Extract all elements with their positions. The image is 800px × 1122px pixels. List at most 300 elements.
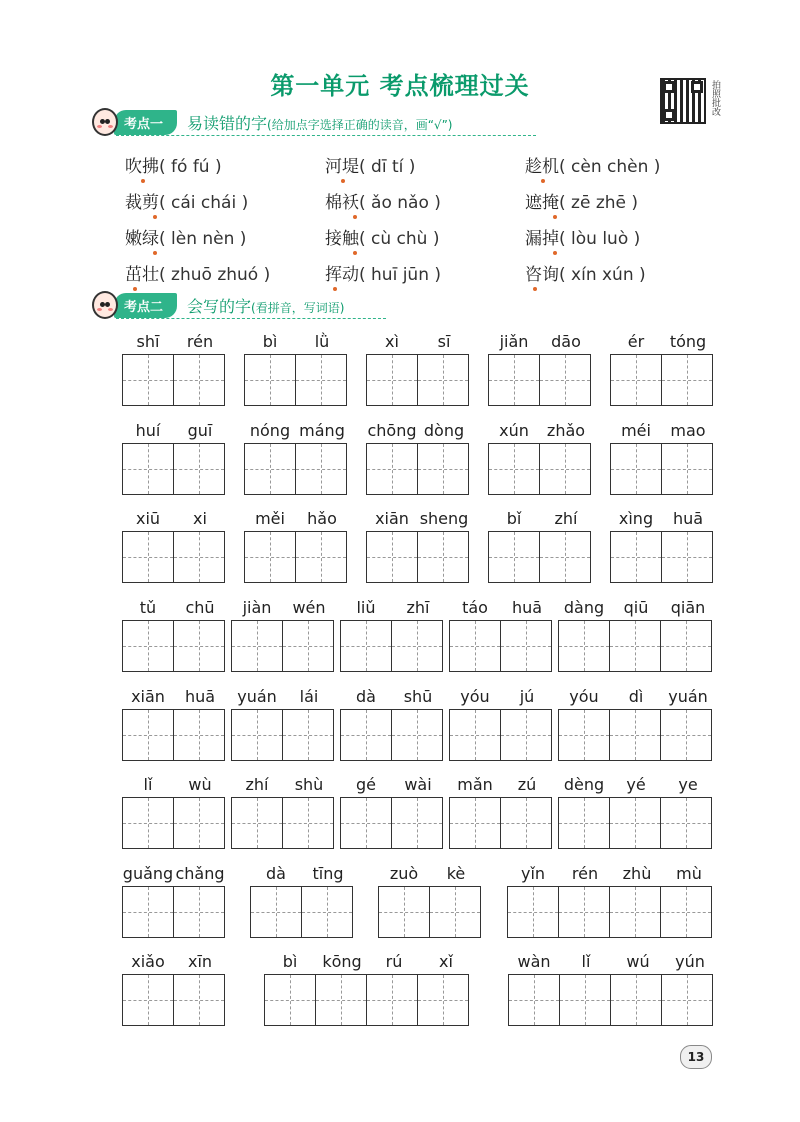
character-box[interactable]	[367, 532, 418, 582]
character-box[interactable]	[174, 532, 224, 582]
choice-options[interactable]: ( cèn chèn )	[559, 156, 661, 177]
section2-tag: 考点二	[114, 293, 177, 318]
pinyin-syllable: tóng	[669, 332, 707, 351]
pinyin-line	[449, 598, 553, 618]
character-box[interactable]	[174, 355, 224, 405]
pinyin-line	[122, 598, 226, 618]
pinyin-syllable: kōng	[322, 952, 362, 971]
character-box[interactable]	[610, 621, 661, 671]
character-box[interactable]	[559, 621, 610, 671]
character-box[interactable]	[296, 355, 346, 405]
choice-word: 挥动	[325, 264, 359, 285]
writing-boxes	[507, 886, 712, 938]
pinyin-syllable: dà	[356, 687, 376, 706]
emphasis-dot-icon	[133, 287, 137, 291]
choice-options[interactable]: ( fó fú )	[159, 156, 222, 177]
writing-boxes	[122, 709, 225, 761]
pinyin-syllable: sī	[437, 332, 451, 351]
writing-boxes	[122, 974, 225, 1026]
choice-item[interactable]	[325, 260, 525, 285]
choice-word: 咨询	[525, 264, 559, 285]
section1-title-text: 易读错的字	[187, 113, 268, 133]
pinyin-syllable: lǜ	[314, 332, 330, 351]
pinyin-syllable: tīng	[312, 864, 344, 883]
character-box[interactable]	[611, 532, 662, 582]
choice-item[interactable]	[125, 152, 325, 177]
choice-options[interactable]: ( ǎo nǎo )	[359, 192, 441, 213]
pinyin-line	[122, 421, 226, 441]
choice-item[interactable]	[325, 152, 525, 177]
emphasis-dot-icon	[141, 179, 145, 183]
character-box[interactable]	[123, 444, 174, 494]
character-box[interactable]	[341, 710, 392, 760]
pinyin-syllable: lǐ	[581, 952, 591, 971]
pinyin-syllable: yóu	[569, 687, 599, 706]
character-box[interactable]	[123, 621, 174, 671]
pinyin-line	[231, 598, 335, 618]
writing-boxes	[122, 531, 225, 583]
writing-boxes	[244, 443, 347, 495]
pinyin-syllable: zuò	[389, 864, 419, 883]
choice-options[interactable]: ( xín xún )	[559, 264, 646, 285]
pinyin-syllable: zú	[517, 775, 537, 794]
choice-word: 漏掉	[525, 228, 559, 249]
character-box[interactable]	[392, 798, 442, 848]
emphasis-dot-icon	[553, 251, 557, 255]
character-box[interactable]	[610, 710, 661, 760]
choice-item[interactable]	[325, 188, 525, 213]
writing-boxes	[244, 531, 347, 583]
character-box[interactable]	[341, 798, 392, 848]
character-box[interactable]	[283, 798, 333, 848]
pinyin-syllable: xún	[499, 421, 529, 440]
choice-options[interactable]: ( cù chù )	[359, 228, 440, 249]
writing-boxes	[449, 797, 552, 849]
choice-word: 河堤	[325, 156, 359, 177]
character-box[interactable]	[662, 975, 712, 1025]
pinyin-syllable: yún	[675, 952, 705, 971]
character-box[interactable]	[367, 355, 418, 405]
choice-word: 棉袄	[325, 192, 359, 213]
pinyin-syllable: zhù	[622, 864, 652, 883]
pinyin-syllable: mao	[670, 421, 706, 440]
character-box[interactable]	[662, 355, 712, 405]
character-box[interactable]	[501, 621, 551, 671]
section1-divider	[116, 135, 536, 136]
choice-word: 茁壮	[125, 264, 159, 285]
pinyin-syllable: rén	[186, 332, 214, 351]
pinyin-line	[508, 952, 716, 972]
pinyin-syllable: yuán	[668, 687, 708, 706]
character-box[interactable]	[489, 532, 540, 582]
character-box[interactable]	[560, 975, 611, 1025]
character-box[interactable]	[559, 887, 610, 937]
choice-item[interactable]	[125, 224, 325, 249]
character-box[interactable]	[661, 621, 711, 671]
choice-word: 吹拂	[125, 156, 159, 177]
pinyin-syllable: wú	[626, 952, 650, 971]
character-box[interactable]	[245, 532, 296, 582]
emphasis-dot-icon	[333, 287, 337, 291]
choice-item[interactable]	[125, 188, 325, 213]
emphasis-dot-icon	[353, 215, 357, 219]
pinyin-syllable: dèng	[563, 775, 605, 794]
pinyin-line	[449, 687, 553, 707]
character-box[interactable]	[174, 710, 224, 760]
character-box[interactable]	[418, 532, 468, 582]
pinyin-line	[244, 421, 348, 441]
mascot-icon	[92, 108, 118, 136]
pinyin-syllable: dāo	[551, 332, 581, 351]
writing-boxes	[122, 797, 225, 849]
pinyin-line	[366, 421, 470, 441]
qr-label: 拍照批改	[710, 80, 720, 116]
pinyin-syllable: jiǎn	[499, 332, 529, 351]
pinyin-line	[231, 775, 335, 795]
pinyin-syllable: gé	[356, 775, 376, 794]
pinyin-syllable: dì	[628, 687, 644, 706]
pinyin-line	[340, 687, 444, 707]
choice-row	[125, 182, 725, 218]
character-box[interactable]	[662, 532, 712, 582]
pinyin-syllable: liǔ	[356, 598, 376, 617]
pinyin-syllable: wài	[404, 775, 432, 794]
pinyin-syllable: dòng	[423, 421, 465, 440]
writing-boxes	[610, 531, 713, 583]
section2-divider	[116, 318, 386, 319]
writing-boxes	[378, 886, 481, 938]
pinyin-syllable: bì	[282, 952, 298, 971]
choice-word: 裁剪	[125, 192, 159, 213]
choice-item[interactable]	[125, 260, 325, 285]
pinyin-syllable: zhí	[554, 509, 578, 528]
choice-item[interactable]	[525, 224, 725, 249]
character-box[interactable]	[450, 621, 501, 671]
pinyin-syllable: hǎo	[307, 509, 337, 528]
writing-boxes	[231, 709, 334, 761]
pinyin-line	[366, 509, 470, 529]
character-box[interactable]	[296, 532, 346, 582]
pinyin-line	[558, 687, 714, 707]
choice-list	[125, 146, 725, 290]
pinyin-syllable: huā	[672, 509, 704, 528]
character-box[interactable]	[302, 887, 352, 937]
pinyin-line	[122, 864, 226, 884]
pinyin-syllable: huā	[511, 598, 543, 617]
page-title: 第一单元 考点梳理过关	[270, 72, 530, 100]
section1-title	[187, 111, 452, 134]
pinyin-line	[558, 598, 714, 618]
character-box[interactable]	[540, 532, 590, 582]
choice-word: 遮掩	[525, 192, 559, 213]
character-box[interactable]	[232, 621, 283, 671]
writing-boxes	[264, 974, 469, 1026]
character-box[interactable]	[232, 798, 283, 848]
emphasis-dot-icon	[153, 251, 157, 255]
character-box[interactable]	[661, 887, 711, 937]
writing-boxes	[250, 886, 353, 938]
choice-item[interactable]	[325, 224, 525, 249]
pinyin-syllable: xi	[193, 509, 207, 528]
choice-options[interactable]: ( cái chái )	[159, 192, 249, 213]
pinyin-syllable: shī	[136, 332, 160, 351]
character-box[interactable]	[174, 975, 224, 1025]
character-box[interactable]	[245, 444, 296, 494]
choice-options[interactable]: ( dī tí )	[359, 156, 416, 177]
writing-boxes	[449, 709, 552, 761]
choice-options[interactable]: ( zē zhē )	[559, 192, 639, 213]
emphasis-dot-icon	[553, 215, 557, 219]
pinyin-syllable: xiǎo	[131, 952, 165, 971]
character-box[interactable]	[232, 710, 283, 760]
pinyin-syllable: chū	[185, 598, 215, 617]
page-number: 13	[680, 1045, 712, 1069]
pinyin-line	[507, 864, 715, 884]
character-box[interactable]	[251, 887, 302, 937]
pinyin-syllable: qiān	[670, 598, 706, 617]
pinyin-syllable: chǎng	[175, 864, 225, 883]
character-box[interactable]	[540, 355, 590, 405]
character-box[interactable]	[418, 444, 468, 494]
pinyin-line	[449, 775, 553, 795]
character-box[interactable]	[501, 710, 551, 760]
character-box[interactable]	[283, 621, 333, 671]
section1-header	[92, 109, 452, 135]
pinyin-syllable: xiān	[131, 687, 165, 706]
character-box[interactable]	[450, 710, 501, 760]
writing-boxes	[508, 974, 713, 1026]
character-box[interactable]	[367, 975, 418, 1025]
character-box[interactable]	[123, 355, 174, 405]
pinyin-syllable: dàng	[563, 598, 605, 617]
pinyin-syllable: rú	[385, 952, 403, 971]
pinyin-syllable: yuán	[237, 687, 277, 706]
choice-item[interactable]	[525, 152, 725, 177]
pinyin-line	[250, 864, 354, 884]
writing-boxes	[610, 443, 713, 495]
pinyin-line	[231, 687, 335, 707]
pinyin-syllable: kè	[446, 864, 466, 883]
character-box[interactable]	[559, 798, 610, 848]
character-box[interactable]	[392, 621, 442, 671]
writing-boxes	[122, 443, 225, 495]
writing-boxes	[122, 354, 225, 406]
pinyin-syllable: bì	[262, 332, 278, 351]
emphasis-dot-icon	[153, 215, 157, 219]
character-box[interactable]	[501, 798, 551, 848]
character-box[interactable]	[123, 798, 174, 848]
pinyin-syllable: qiū	[623, 598, 649, 617]
pinyin-syllable: yóu	[460, 687, 490, 706]
character-box[interactable]	[508, 887, 559, 937]
writing-boxes	[449, 620, 552, 672]
character-box[interactable]	[418, 975, 468, 1025]
pinyin-line	[610, 332, 714, 352]
emphasis-dot-icon	[533, 287, 537, 291]
character-box[interactable]	[296, 444, 346, 494]
character-box[interactable]	[123, 710, 174, 760]
pinyin-syllable: guǎng	[122, 864, 174, 883]
pinyin-syllable: ye	[678, 775, 698, 794]
pinyin-syllable: lái	[299, 687, 319, 706]
character-box[interactable]	[489, 355, 540, 405]
choice-item[interactable]	[525, 260, 725, 285]
character-box[interactable]	[540, 444, 590, 494]
section2-title	[187, 294, 344, 317]
character-box[interactable]	[174, 887, 224, 937]
character-box[interactable]	[367, 444, 418, 494]
pinyin-syllable: nóng	[249, 421, 291, 440]
writing-boxes	[244, 354, 347, 406]
mascot-icon	[92, 291, 118, 319]
character-box[interactable]	[610, 887, 661, 937]
writing-boxes	[610, 354, 713, 406]
pinyin-syllable: bǐ	[506, 509, 522, 528]
character-box[interactable]	[418, 355, 468, 405]
pinyin-syllable: shù	[294, 775, 324, 794]
character-box[interactable]	[123, 532, 174, 582]
character-box[interactable]	[611, 355, 662, 405]
section1-tag: 考点一	[114, 110, 177, 135]
pinyin-line	[488, 332, 592, 352]
pinyin-syllable: zhǎo	[546, 421, 586, 440]
writing-boxes	[340, 797, 443, 849]
pinyin-syllable: sheng	[419, 509, 469, 528]
pinyin-syllable: zhí	[245, 775, 269, 794]
choice-row	[125, 218, 725, 254]
pinyin-line	[340, 598, 444, 618]
character-box[interactable]	[245, 355, 296, 405]
pinyin-line	[610, 509, 714, 529]
character-box[interactable]	[611, 975, 662, 1025]
emphasis-dot-icon	[541, 179, 545, 183]
writing-boxes	[340, 620, 443, 672]
pinyin-syllable: guī	[187, 421, 213, 440]
writing-boxes	[122, 620, 225, 672]
pinyin-line	[122, 509, 226, 529]
character-box[interactable]	[265, 975, 316, 1025]
pinyin-syllable: zhī	[406, 598, 430, 617]
character-box[interactable]	[450, 798, 501, 848]
choice-word: 嫩绿	[125, 228, 159, 249]
pinyin-syllable: mǎn	[457, 775, 493, 794]
character-box[interactable]	[316, 975, 367, 1025]
character-box[interactable]	[174, 798, 224, 848]
pinyin-syllable: měi	[255, 509, 285, 528]
pinyin-syllable: méi	[621, 421, 651, 440]
writing-boxes	[558, 620, 712, 672]
pinyin-syllable: huí	[135, 421, 161, 440]
pinyin-syllable: táo	[462, 598, 488, 617]
pinyin-line	[122, 332, 226, 352]
character-box[interactable]	[123, 887, 174, 937]
pinyin-syllable: dà	[266, 864, 286, 883]
writing-boxes	[231, 620, 334, 672]
section2-title-text: 会写的字	[187, 296, 252, 316]
writing-boxes	[366, 443, 469, 495]
pinyin-syllable: wù	[188, 775, 212, 794]
character-box[interactable]	[379, 887, 430, 937]
pinyin-syllable: xīn	[187, 952, 213, 971]
pinyin-syllable: ér	[627, 332, 645, 351]
pinyin-line	[264, 952, 472, 972]
pinyin-line	[366, 332, 470, 352]
pinyin-syllable: wén	[292, 598, 326, 617]
writing-boxes	[231, 797, 334, 849]
pinyin-line	[610, 421, 714, 441]
pinyin-syllable: rén	[571, 864, 599, 883]
pinyin-line	[558, 775, 714, 795]
character-box[interactable]	[392, 710, 442, 760]
choice-row	[125, 146, 725, 182]
choice-word: 接触	[325, 228, 359, 249]
pinyin-line	[488, 421, 592, 441]
choice-row	[125, 254, 725, 290]
pinyin-line	[378, 864, 482, 884]
writing-boxes	[366, 354, 469, 406]
character-box[interactable]	[610, 798, 661, 848]
pinyin-syllable: xiū	[135, 509, 161, 528]
choice-options[interactable]: ( lòu luò )	[559, 228, 641, 249]
section1-instruction: (给加点字选择正确的读音，画“√”)	[267, 117, 453, 132]
character-box[interactable]	[661, 710, 711, 760]
pinyin-line	[340, 775, 444, 795]
character-box[interactable]	[489, 444, 540, 494]
choice-item[interactable]	[525, 188, 725, 213]
choice-options[interactable]: ( lèn nèn )	[159, 228, 247, 249]
character-box[interactable]	[662, 444, 712, 494]
writing-boxes	[558, 797, 712, 849]
character-box[interactable]	[341, 621, 392, 671]
pinyin-syllable: chōng	[367, 421, 417, 440]
pinyin-syllable: wàn	[517, 952, 551, 971]
pinyin-syllable: mù	[676, 864, 702, 883]
writing-boxes	[366, 531, 469, 583]
choice-word: 趁机	[525, 156, 559, 177]
pinyin-syllable: yǐn	[520, 864, 546, 883]
writing-boxes	[488, 354, 591, 406]
writing-boxes	[488, 531, 591, 583]
pinyin-line	[122, 775, 226, 795]
character-box[interactable]	[509, 975, 560, 1025]
pinyin-syllable: huā	[184, 687, 216, 706]
writing-boxes	[340, 709, 443, 761]
character-box[interactable]	[611, 444, 662, 494]
writing-boxes	[488, 443, 591, 495]
pinyin-line	[244, 332, 348, 352]
pinyin-line	[122, 952, 226, 972]
pinyin-syllable: máng	[299, 421, 345, 440]
pinyin-syllable: jú	[519, 687, 535, 706]
character-box[interactable]	[661, 798, 711, 848]
writing-boxes	[558, 709, 712, 761]
character-box[interactable]	[559, 710, 610, 760]
character-box[interactable]	[174, 444, 224, 494]
character-box[interactable]	[283, 710, 333, 760]
character-box[interactable]	[430, 887, 480, 937]
choice-options[interactable]: ( huī jūn )	[359, 264, 442, 285]
emphasis-dot-icon	[341, 179, 345, 183]
pinyin-syllable: xìng	[618, 509, 654, 528]
character-box[interactable]	[174, 621, 224, 671]
character-box[interactable]	[123, 975, 174, 1025]
writing-boxes	[122, 886, 225, 938]
pinyin-syllable: xiān	[375, 509, 409, 528]
section2-header	[92, 292, 344, 318]
choice-options[interactable]: ( zhuō zhuó )	[159, 264, 271, 285]
qr-code	[660, 78, 706, 124]
pinyin-syllable: jiàn	[242, 598, 272, 617]
